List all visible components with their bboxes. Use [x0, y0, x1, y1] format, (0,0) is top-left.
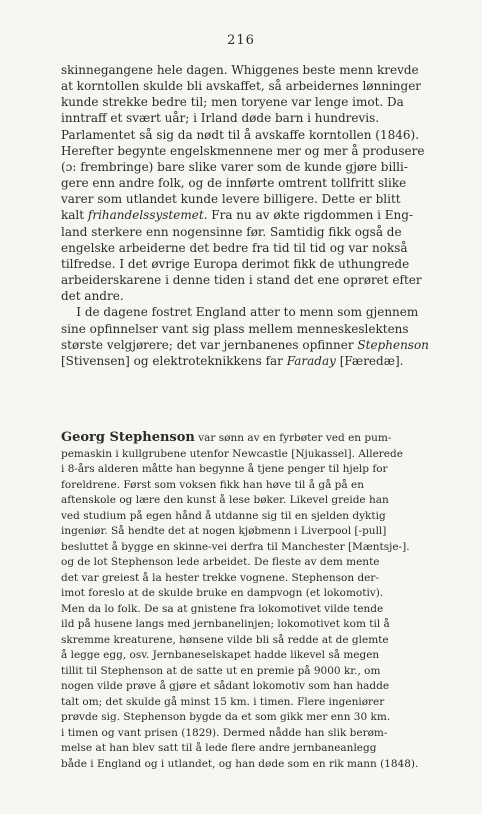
- text-line: i timen og vant prisen (1829). Dermed nådde han slik berøm-: [61, 726, 388, 739]
- text-line: prøvde sig. Stephenson bygde da et som gikk mer enn 30 km.: [61, 711, 391, 723]
- text-line: skremme kreaturene, hønsene vilde bli så redde at de glemte: [61, 633, 389, 646]
- text-line: tillit til Stephenson at de satte ut en premie på 9000 kr., om: [61, 664, 381, 677]
- text-line: tilfredse. I det øvrige Europa derimot fikk de uthungrede: [61, 256, 410, 271]
- text-line: melse at han blev satt til å lede flere andre jernbaneanlegg: [61, 742, 377, 754]
- text-line: besluttet å bygge en skinne-vei derfra til Manchester [Mæntsje-].: [61, 540, 410, 553]
- text-line: imot foreslo at de skulde bruke en dampvogn (et lokomotiv).: [61, 587, 384, 599]
- text-line: aftenskole og lære den kunst å lese bøker. Likevel greide han: [61, 494, 389, 506]
- text-line: ild på husene langs med jernbanelinjen; lokomotivet kom til å: [61, 618, 390, 630]
- text-line: å legge egg, osv. Jernbaneselskapet hadde likevel så megen: [61, 649, 380, 661]
- body-text-section: [61, 62, 476, 369]
- text-line: pemaskin i kullgrubene utenfor Newcastle [Njukassel]. Allerede: [61, 447, 403, 460]
- text-line: Parlamentet så sig da nødt til å avskaffe korntollen (1846).: [61, 127, 420, 142]
- text-line: foreldrene. Først som voksen fikk han høve til å gå på en: [61, 478, 364, 491]
- text-line: inntraff et svært uår; i Irland døde barn i hundrevis.: [61, 111, 380, 126]
- text-line: nogen vilde prøve å gjøre et sådant lokomotiv som han hadde: [61, 680, 390, 692]
- text-line: engelske arbeiderne det bedre fra tid til tid og var nokså: [61, 240, 408, 255]
- italic-term: frihandelssystemet: [87, 208, 204, 223]
- text-line: det andre.: [61, 289, 124, 304]
- text-line: skinnegangene hele dagen. Whiggenes beste menn krevde: [61, 63, 419, 77]
- page-number: 216: [227, 33, 255, 48]
- italic-name: Faraday: [286, 353, 336, 368]
- text-line: i 8-års alderen måtte han begynne å tjene penger til hjelp for: [61, 463, 388, 475]
- text-line: arbeiderskarene i denne tiden i stand det ene oprøret efter: [61, 273, 422, 288]
- text-line: ingeniør. Så hendte det at nogen kjøbmenn i Liverpool [-pull]: [61, 525, 387, 537]
- text-line: største velgjørere; det var jernbanenes opfinner Stephenson: [61, 337, 429, 352]
- text-line: både i England og i utlandet, og han døde som en rik mann (1848).: [61, 757, 419, 770]
- text-line: land sterkere enn nogensinne før. Samtidig fikk også de: [61, 224, 402, 239]
- text-line: at korntollen skulde bli avskaffet, så arbeidernes lønninger: [61, 79, 422, 94]
- text-line: [Stivensen] og elektroteknikkens far Faraday [Færedæ].: [61, 353, 404, 368]
- text-line: (ɔ: frembringe) bare slike varer som de kunde gjøre billi-: [61, 159, 408, 174]
- text-line: Herefter begynte engelskmennene mer og mer å produsere: [61, 143, 425, 158]
- text-line: I de dagene fostret England atter to menn som gjennem: [61, 305, 419, 320]
- text-line: gere enn andre folk, og de innførte omtrent tollfritt slike: [61, 176, 407, 191]
- text-line: kalt frihandelssystemet. Fra nu av økte rigdommen i Eng-: [61, 208, 413, 223]
- italic-name: Stephenson: [357, 337, 429, 352]
- text-line: ved studium på egen hånd å utdanne sig til en sjelden dyktig: [61, 509, 386, 522]
- text-line: talt om; det skulde gå minst 15 km. i timen. Flere ingeniører: [61, 695, 385, 708]
- text-line: kunde strekke bedre til; men toryene var lenge imot. Da: [61, 95, 404, 110]
- text-line: Georg Stephenson var sønn av en fyrbøter ved en pum-: [61, 430, 392, 445]
- text-line: varer som utlandet kunde levere billigere. Dette er blitt: [61, 192, 401, 207]
- text-line: sine opfinnelser vant sig plass mellem menneskeslektens: [61, 321, 409, 336]
- text-line: Men da lo folk. De sa at gnistene fra lokomotivet vilde tende: [61, 602, 384, 615]
- text-line: og de lot Stephenson lede arbeidet. De fleste av dem mente: [61, 556, 380, 568]
- section-heading: Georg Stephenson: [61, 430, 195, 445]
- text-line: det var greiest å la hester trekke vognene. Stephenson der-: [61, 571, 379, 584]
- stephenson-section: [61, 430, 476, 772]
